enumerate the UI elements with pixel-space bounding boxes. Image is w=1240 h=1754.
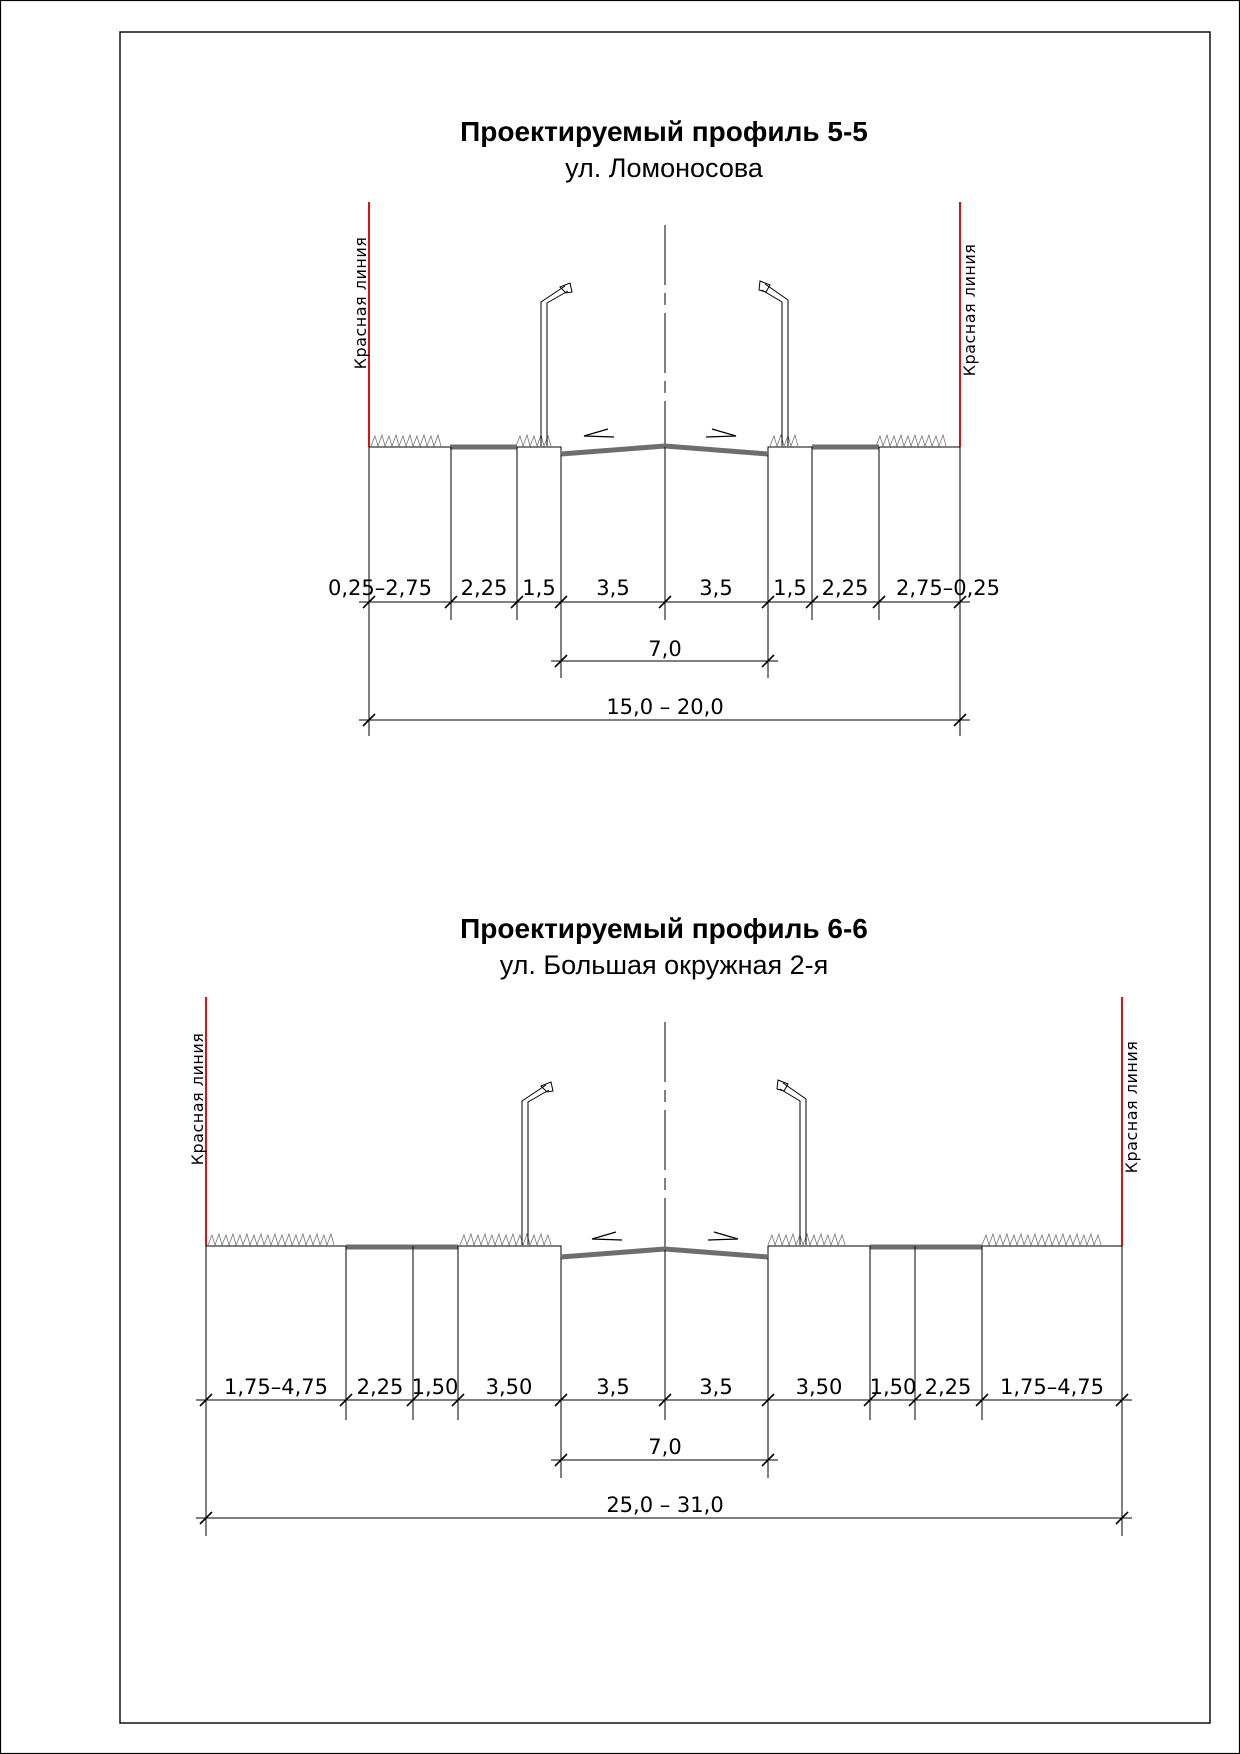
carriageway-label: 7,0: [648, 637, 682, 661]
dim-label: 1,75–4,75: [223, 1375, 329, 1399]
red-line-left-label: Красная линия: [188, 1032, 207, 1166]
dim-label: 0,25–2,75: [327, 576, 433, 600]
dim-label: 2,25: [924, 1375, 972, 1399]
lamp-post-right: [777, 1080, 806, 1245]
dim-label: 1,50: [411, 1375, 459, 1399]
dim-label: 2,75–0,25: [895, 576, 1001, 600]
dim-label: 3,50: [795, 1375, 843, 1399]
extension-lines: [369, 447, 960, 736]
section-subtitle: ул. Большая окружная 2-я: [499, 950, 829, 980]
profile-6-6: [188, 913, 1141, 1536]
total-width-label: 15,0 – 20,0: [606, 695, 724, 719]
outer-frame: [1, 1, 1240, 1754]
dim-label: 3,50: [485, 1375, 533, 1399]
lamp-post-left: [522, 1082, 553, 1245]
dim-label: 3,5: [699, 1375, 733, 1399]
lamp-post-left: [541, 283, 572, 446]
slope-arrow-left: [584, 429, 614, 437]
slope-arrow-left: [592, 1232, 622, 1240]
dim-label: 1,5: [773, 576, 807, 600]
slope-arrow-right: [708, 1232, 738, 1240]
section-title: Проектируемый профиль 6-6: [460, 913, 868, 944]
dim-label: 3,5: [699, 576, 733, 600]
section-subtitle: ул. Ломоносова: [565, 153, 763, 183]
dim-label: 1,5: [522, 576, 556, 600]
red-line-left-label: Красная линия: [351, 236, 370, 370]
slope-arrow-right: [706, 429, 736, 437]
dim-label: 2,25: [460, 576, 508, 600]
dim-label: 3,5: [596, 1375, 630, 1399]
dim-label: 2,25: [356, 1375, 404, 1399]
lawn-strip: [208, 1234, 1101, 1245]
drawing-frame: [120, 32, 1210, 1723]
dim-label: 1,75–4,75: [999, 1375, 1105, 1399]
dim-label: 1,50: [869, 1375, 917, 1399]
lamp-post-right: [759, 281, 788, 446]
profile-5-5: [328, 116, 1000, 736]
red-line-right-label: Красная линия: [960, 243, 979, 377]
red-line-right-label: Красная линия: [1122, 1040, 1141, 1174]
dim-label: 3,5: [596, 576, 630, 600]
total-width-label: 25,0 – 31,0: [606, 1493, 724, 1517]
carriageway-label: 7,0: [648, 1435, 682, 1459]
section-title: Проектируемый профиль 5-5: [460, 116, 868, 147]
dim-label: 2,25: [821, 576, 869, 600]
